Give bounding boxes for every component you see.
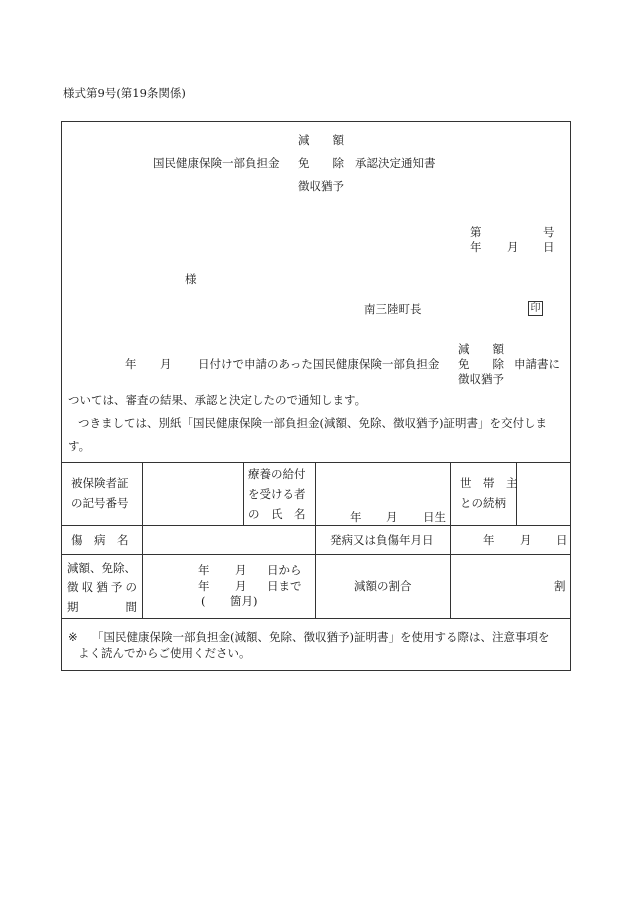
period-to-month: 月 (235, 579, 247, 593)
table-col-divider (450, 462, 451, 525)
table-col-divider (516, 462, 517, 525)
table-col-divider (450, 525, 451, 554)
body-year: 年 (125, 357, 137, 371)
birth-day-suffix: 日生 (423, 510, 446, 524)
period-to-year: 年 (198, 579, 210, 593)
body-request-text: 日付けで申請のあった国民健康保険一部負担金 (198, 357, 440, 371)
period-label-line-2: 徴 収 猶 予 の (67, 580, 137, 594)
period-from-day: 日から (267, 563, 302, 577)
period-from-year: 年 (198, 563, 210, 577)
table-col-divider (315, 554, 316, 618)
issue-date-day: 日 (543, 240, 555, 254)
period-to-day: 日まで (267, 579, 302, 593)
table-col-divider (243, 462, 244, 525)
body-option-deferral: 徴収猶予 (458, 372, 504, 386)
birth-year: 年 (350, 510, 362, 524)
document-number-prefix: 第 (470, 225, 482, 239)
issue-date-year: 年 (470, 240, 482, 254)
title-prefix: 国民健康保険一部負担金 (153, 156, 280, 170)
birth-month: 月 (386, 510, 398, 524)
title-option-deferral: 徴収猶予 (298, 179, 344, 193)
period-months-open: ( (201, 594, 206, 608)
recipient-name-label-line-3: の 氏 名 (248, 507, 306, 521)
title-option-reduction: 減 額 (298, 133, 344, 147)
note-line-1: 「国民健康保険一部負担金(減額、免除、徴収猶予)証明書」を使用する際は、注意事項を (92, 630, 550, 644)
note-mark: ※ (68, 630, 78, 644)
period-label-line-3: 期 間 (67, 600, 137, 614)
table-top-border (61, 462, 571, 463)
seal-mark: 印 (528, 301, 543, 316)
table-row-divider-1 (61, 525, 571, 526)
period-from-month: 月 (235, 563, 247, 577)
body-option-exemption: 免 除 (458, 357, 504, 371)
period-label-line-1: 減額、免除、 (67, 561, 136, 575)
onset-month: 月 (520, 533, 532, 547)
table-col-divider (142, 525, 143, 554)
document-number-suffix: 号 (543, 225, 555, 239)
body-month: 月 (160, 357, 172, 371)
form-number-label: 様式第9号(第19条関係) (63, 86, 186, 100)
table-col-divider (142, 554, 143, 618)
note-line-2: よく読んでからご使用ください。 (78, 646, 251, 660)
disease-name-label: 傷 病 名 (71, 533, 129, 547)
table-col-divider (142, 462, 143, 525)
body-request-suffix: 申請書に (514, 357, 560, 371)
insured-number-label-line-1: 被保険者証 (71, 476, 129, 490)
table-row-divider-2 (61, 554, 571, 555)
body-line-4: す。 (68, 439, 91, 453)
reduction-rate-label: 減額の割合 (354, 579, 412, 593)
recipient-name-label-line-1: 療養の給付 (248, 467, 306, 481)
body-line-3: つきましては、別紙「国民健康保険一部負担金(減額、免除、徴収猶予)証明書」を交付しま (78, 416, 547, 430)
body-line-2: ついては、審査の結果、承認と決定したので通知します。 (68, 393, 367, 407)
title-suffix: 承認決定通知書 (355, 156, 436, 170)
table-bottom-border (61, 618, 571, 619)
reduction-rate-unit: 割 (554, 579, 566, 593)
household-head-label-line-2: との続柄 (460, 496, 506, 510)
onset-day: 日 (556, 533, 568, 547)
body-option-reduction: 減 額 (458, 342, 504, 356)
title-option-exemption: 免 除 (298, 156, 344, 170)
issue-date-month: 月 (507, 240, 519, 254)
table-col-divider (315, 525, 316, 554)
addressee-honorific: 様 (185, 272, 197, 286)
household-head-label-line-1: 世 帯 主 (460, 476, 518, 490)
table-col-divider (315, 462, 316, 525)
onset-date-label: 発病又は負傷年月日 (330, 533, 434, 547)
recipient-name-label-line-2: を受ける者 (248, 487, 306, 501)
insured-number-label-line-2: の記号番号 (71, 496, 129, 510)
onset-year: 年 (483, 533, 495, 547)
issuer-name: 南三陸町長 (364, 302, 422, 316)
period-months-close: 箇月) (230, 594, 258, 608)
table-col-divider (450, 554, 451, 618)
